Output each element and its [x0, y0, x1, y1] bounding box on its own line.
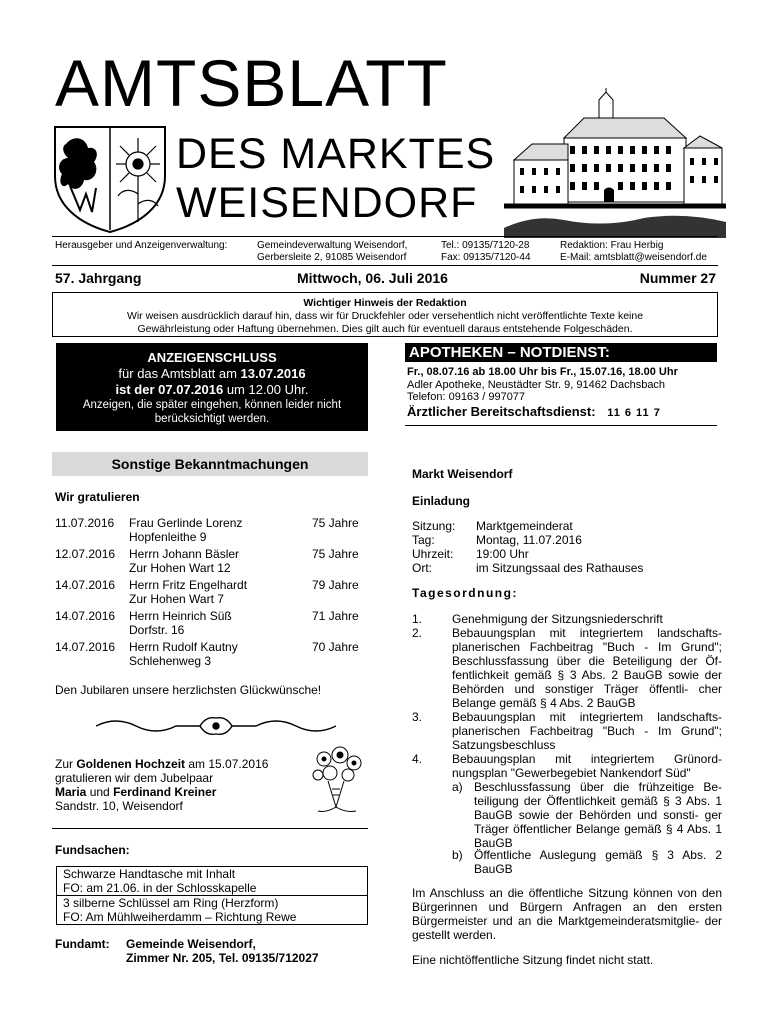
notice-line1: Wir weisen ausdrücklich darauf hin, dass wir für Druckfehler oder versehentlich nicht veröffentlichte Texte keine — [126, 310, 644, 322]
fundamt-line1: Gemeinde Weisendorf, — [126, 937, 256, 951]
publisher-org-line1: Gemeindeverwaltung Weisendorf, — [257, 240, 408, 251]
agenda-number: 1. — [412, 612, 423, 626]
agenda-subtext: Beschlussfassung über die frühzeitige Be- teiligung der Öffentlichkeit gemäß § 3 Abs. 1 BauGB sowie der Behörden und sonsti- ger Träger öffentlicher Belange gemäß § 4 Abs. 1 BauGB — [474, 780, 722, 850]
agenda-number: 2. — [412, 626, 423, 640]
birthday-age: 75 Jahre — [312, 547, 359, 561]
agenda-text: Bebauungsplan mit integriertem landschafts- planerischen Fachbeitrag "Buch - Im Grund"; Beschlussfassung über die Beteiligung der Öf- fentlichkeit gemäß § 3 Abs. 2 BauGB sowie der Behörden und sonstiger Träger öffentli- cher Belange gemäß § 4 Abs. 2 BauGB — [452, 626, 722, 710]
birthday-age: 79 Jahre — [312, 578, 359, 592]
anzeigenschluss-line2: für das Amtsblatt am — [118, 366, 241, 381]
birthday-address: Dorfstr. 16 — [129, 623, 185, 637]
birthday-date: 12.07.2016 — [55, 547, 116, 561]
castle-illustration — [504, 88, 726, 238]
found-location: FO: am 21.06. in der Schlosskapelle — [63, 881, 257, 895]
agenda-text: Genehmigung der Sitzungsniederschrift — [452, 612, 663, 626]
publisher-tel: Tel.: 09135/7120-28 — [441, 240, 530, 251]
anzeigenschluss-deadline: ist der 07.07.2016 — [115, 382, 224, 397]
birthday-address: Hopfenleithe 9 — [129, 530, 207, 544]
gratulation-heading: Wir gratulieren — [55, 490, 140, 504]
tagesordnung-heading: Tagesordnung: — [412, 586, 518, 600]
fundsachen-heading: Fundsachen: — [55, 843, 130, 857]
closing-note: Eine nichtöffentliche Sitzung findet nicht statt. — [412, 953, 654, 967]
fundamt-label: Fundamt: — [55, 937, 110, 951]
couple-name2: Ferdinand Kreiner — [113, 785, 217, 799]
couple-and: und — [86, 785, 114, 799]
agenda-sublabel: b) — [452, 848, 463, 862]
birthday-address: Schlehenweg 3 — [129, 654, 212, 668]
section-heading-sonstige: Sonstige Bekanntmachungen — [52, 452, 368, 476]
apotheken-title: APOTHEKEN – NOTDIENST: — [405, 343, 717, 362]
anzeigenschluss-note1: Anzeigen, die später eingehen, können leider nicht — [82, 399, 342, 411]
birthday-age: 75 Jahre — [312, 516, 359, 530]
publisher-org-line2: Gerbersleite 2, 91085 Weisendorf — [257, 252, 407, 263]
golden-wedding-line2: gratulieren wir dem Jubelpaar — [55, 771, 214, 785]
meeting-key: Ort: — [412, 561, 432, 575]
apotheken-pharmacy: Adler Apotheke, Neustädter Str. 9, 91462 Dachsbach — [407, 378, 666, 391]
agenda-number: 3. — [412, 710, 423, 724]
birthday-address: Zur Hohen Wart 7 — [129, 592, 224, 606]
issue-number: Nummer 27 — [639, 270, 716, 286]
agenda-subtext: Öffentliche Auslegung gemäß § 3 Abs. 2 BauGB — [474, 848, 722, 876]
publisher-email: E-Mail: amtsblatt@weisendorf.de — [560, 252, 707, 263]
birthday-date: 14.07.2016 — [55, 640, 116, 654]
anzeigenschluss-date: 13.07.2016 — [240, 366, 306, 381]
masthead-divider — [52, 236, 718, 237]
birthday-age: 70 Jahre — [312, 640, 359, 654]
meeting-value: Marktgemeinderat — [476, 519, 573, 533]
publisher-fax: Fax: 09135/7120-44 — [441, 252, 531, 263]
birthday-name: Herrn Rudolf Kautny — [129, 640, 238, 654]
doctor-service-number: 11 6 11 7 — [607, 406, 661, 419]
agenda-sublabel: a) — [452, 780, 463, 794]
editorial-notice — [52, 292, 718, 337]
agenda-text: Bebauungsplan mit integriertem Grünord- nungsplan "Gewerbegebiet Nankendorf Süd" — [452, 752, 722, 780]
notice-line2: Gewährleistung oder Haftung übernehmen. Dies gilt auch für eventuell daraus entstehende Folgeschäden. — [137, 323, 633, 335]
masthead-subtitle-line2: WEISENDORF — [176, 179, 478, 227]
meeting-key: Uhrzeit: — [412, 547, 454, 561]
agenda-text: Bebauungsplan mit integriertem landschafts- planerischen Fachbeitrag "Buch - Im Grund"; Satzungsbeschluss — [452, 710, 722, 752]
birthday-name: Herrn Johann Bäsler — [129, 547, 240, 561]
agenda-number: 4. — [412, 752, 423, 766]
birthday-date: 14.07.2016 — [55, 609, 116, 623]
birthday-address: Zur Hohen Wart 12 — [129, 561, 231, 575]
publisher-label: Herausgeber und Anzeigenverwaltung: — [55, 240, 228, 251]
publisher-editor: Redaktion: Frau Herbig — [560, 240, 664, 251]
golden-wedding-address: Sandstr. 10, Weisendorf — [55, 799, 183, 813]
anzeigenschluss-box — [56, 343, 368, 431]
meeting-key: Tag: — [412, 533, 435, 547]
golden-wedding-title: Goldenen Hochzeit — [76, 757, 186, 771]
anzeigenschluss-title: ANZEIGENSCHLUSS — [147, 350, 277, 365]
apotheken-info — [407, 366, 719, 419]
found-location: FO: Am Mühlweiherdamm – Richtung Rewe — [63, 910, 297, 924]
apotheken-period: Fr., 08.07.16 ab 18.00 Uhr bis Fr., 15.07.16, 18.00 Uhr — [407, 366, 678, 378]
fundsachen-table — [56, 866, 368, 925]
meeting-value: im Sitzungssaal des Rathauses — [476, 561, 644, 575]
birthday-name: Herrn Fritz Engelhardt — [129, 578, 248, 592]
masthead-subtitle-line1: DES MARKTES — [176, 130, 496, 178]
birthday-date: 14.07.2016 — [55, 578, 116, 592]
birthday-age: 71 Jahre — [312, 609, 359, 623]
fundamt-line2: Zimmer Nr. 205, Tel. 09135/712027 — [126, 951, 319, 965]
couple-name1: Maria — [55, 785, 87, 799]
einladung-heading: Einladung — [412, 494, 470, 508]
notice-title: Wichtiger Hinweis der Redaktion — [303, 297, 467, 309]
info-divider — [52, 265, 718, 266]
birthday-name: Herrn Heinrich Süß — [129, 609, 232, 623]
found-item: 3 silberne Schlüssel am Ring (Herzform) — [57, 895, 367, 910]
masthead-title: AMTSBLATT — [55, 46, 448, 120]
golden-wedding-couple — [55, 785, 216, 799]
anzeigenschluss-time: um 12.00 Uhr. — [223, 382, 309, 397]
birthday-name: Frau Gerlinde Lorenz — [129, 516, 243, 530]
golden-wedding-date: am 15.07.2016 — [185, 757, 269, 771]
markt-heading: Markt Weisendorf — [412, 467, 513, 481]
doctor-service-label: Ärztlicher Bereitschaftsdienst: — [407, 403, 596, 419]
issue-date: Mittwoch, 06. Juli 2016 — [297, 270, 448, 286]
jubilee-wishes: Den Jubilaren unsere herzlichsten Glückwünsche! — [55, 683, 322, 697]
found-item: Schwarze Handtasche mit Inhalt — [63, 867, 236, 881]
golden-wedding-line1 — [55, 757, 268, 771]
golden-wedding-pre: Zur — [55, 757, 77, 771]
issue-year: 57. Jahrgang — [55, 270, 142, 286]
coat-of-arms-image — [52, 124, 168, 234]
closing-paragraph: Im Anschluss an die öffentliche Sitzung können von den Bürgerinnen und Bürgern Anfragen an den ersten Bürgermeister und an die Marktgemeinderatsmitglie- der gestellt werden. — [412, 886, 722, 942]
anzeigenschluss-note2: berücksichtigt werden. — [154, 413, 270, 425]
meeting-value: 19:00 Uhr — [476, 547, 529, 561]
apotheken-phone: Telefon: 09163 / 997077 — [407, 391, 526, 403]
meeting-key: Sitzung: — [412, 519, 456, 533]
meeting-value: Montag, 11.07.2016 — [476, 533, 582, 547]
apotheken-divider — [405, 425, 717, 426]
fundsachen-divider — [52, 828, 368, 829]
bouquet-illustration — [306, 745, 368, 817]
birthday-date: 11.07.2016 — [55, 516, 115, 530]
ornament-divider — [96, 712, 336, 740]
